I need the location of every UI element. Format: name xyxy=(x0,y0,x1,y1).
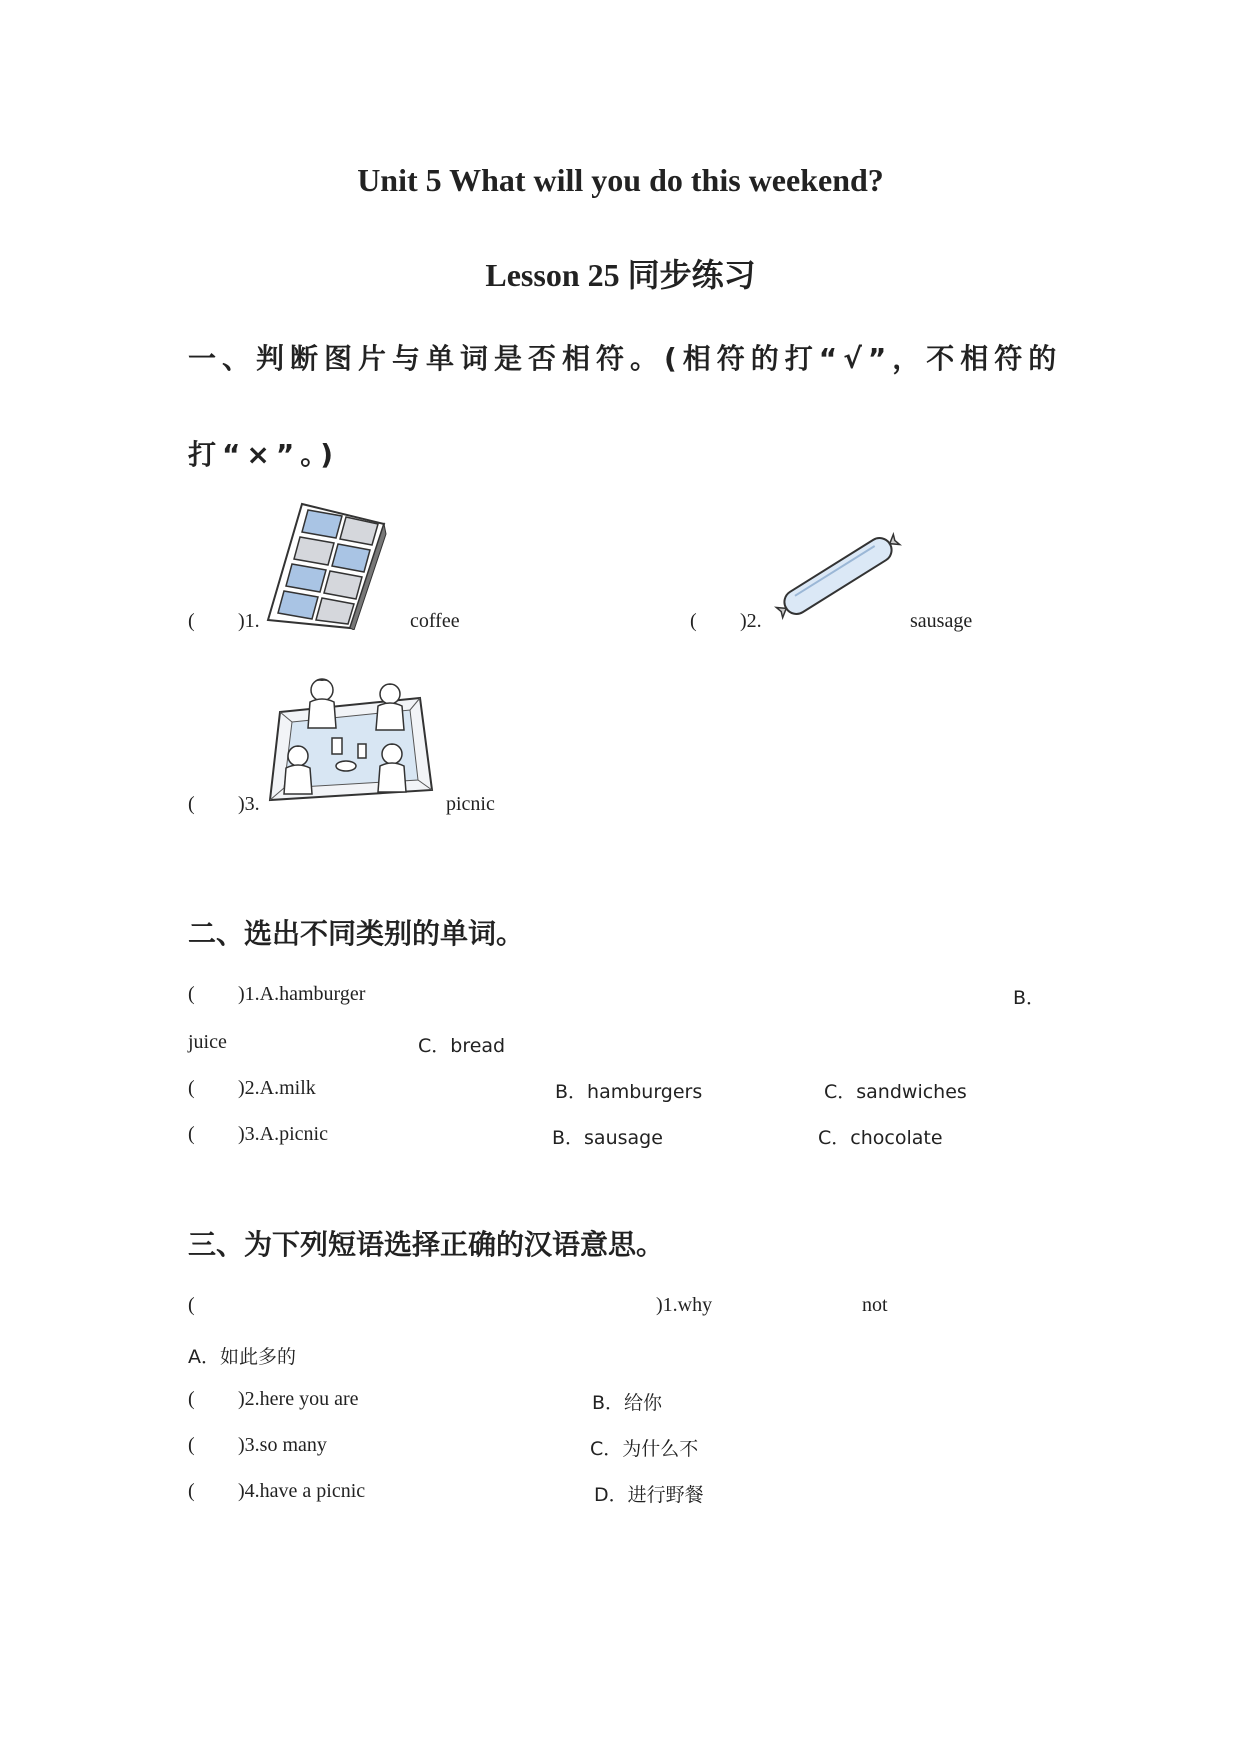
answer-paren: ( xyxy=(188,1388,195,1410)
answer-paren: ( xyxy=(188,793,195,815)
option-b-continued: juice xyxy=(188,1031,227,1053)
answer-paren: ( xyxy=(188,610,195,632)
option-a: )1.A.hamburger xyxy=(238,983,366,1005)
phrase-continued: not xyxy=(862,1294,888,1316)
page-title: Unit 5 What will you do this weekend? xyxy=(357,162,884,198)
answer-paren: ( xyxy=(188,1077,195,1099)
option-c: C．chocolate xyxy=(818,1127,943,1149)
question-number: )1. xyxy=(238,610,260,632)
section1-heading-line1: 一、判断图片与单词是否相符。(相符的打“√”，不相符的 xyxy=(188,342,1063,375)
option-c: C．bread xyxy=(418,1035,506,1057)
word-label: picnic xyxy=(446,793,495,815)
answer-paren: ( xyxy=(188,1294,195,1316)
phrase: )4.have a picnic xyxy=(238,1480,366,1502)
phrase: )1.why xyxy=(656,1294,713,1316)
meaning-option: D．进行野餐 xyxy=(594,1484,704,1506)
option-b: B． xyxy=(1013,987,1046,1009)
meaning-option: A．如此多的 xyxy=(188,1346,296,1368)
chocolate-bar-image xyxy=(262,500,390,630)
option-b: B．sausage xyxy=(552,1127,663,1149)
option-c: C．sandwiches xyxy=(824,1081,967,1103)
answer-paren: ( xyxy=(188,1480,195,1502)
sausage-image xyxy=(765,522,911,630)
option-b: B．hamburgers xyxy=(555,1081,703,1103)
answer-paren: ( xyxy=(188,983,195,1005)
answer-paren: ( xyxy=(188,1434,195,1456)
option-a: )3.A.picnic xyxy=(238,1123,328,1145)
meaning-option: C．为什么不 xyxy=(590,1438,699,1460)
meaning-option: B．给你 xyxy=(592,1392,663,1414)
question-number: )2. xyxy=(740,610,762,632)
section3-heading: 三、为下列短语选择正确的汉语意思。 xyxy=(188,1228,665,1261)
answer-paren: ( xyxy=(188,1123,195,1145)
option-a: )2.A.milk xyxy=(238,1077,316,1099)
picnic-image xyxy=(262,672,437,814)
word-label: sausage xyxy=(910,610,973,632)
section1-heading-line2: 打“×”。) xyxy=(188,438,340,471)
answer-paren: ( xyxy=(690,610,697,632)
word-label: coffee xyxy=(410,610,460,632)
phrase: )2.here you are xyxy=(238,1388,359,1410)
section2-heading: 二、选出不同类别的单词。 xyxy=(188,917,525,950)
lesson-subtitle: Lesson 25 同步练习 xyxy=(485,257,756,293)
phrase: )3.so many xyxy=(238,1434,327,1456)
question-number: )3. xyxy=(238,793,260,815)
